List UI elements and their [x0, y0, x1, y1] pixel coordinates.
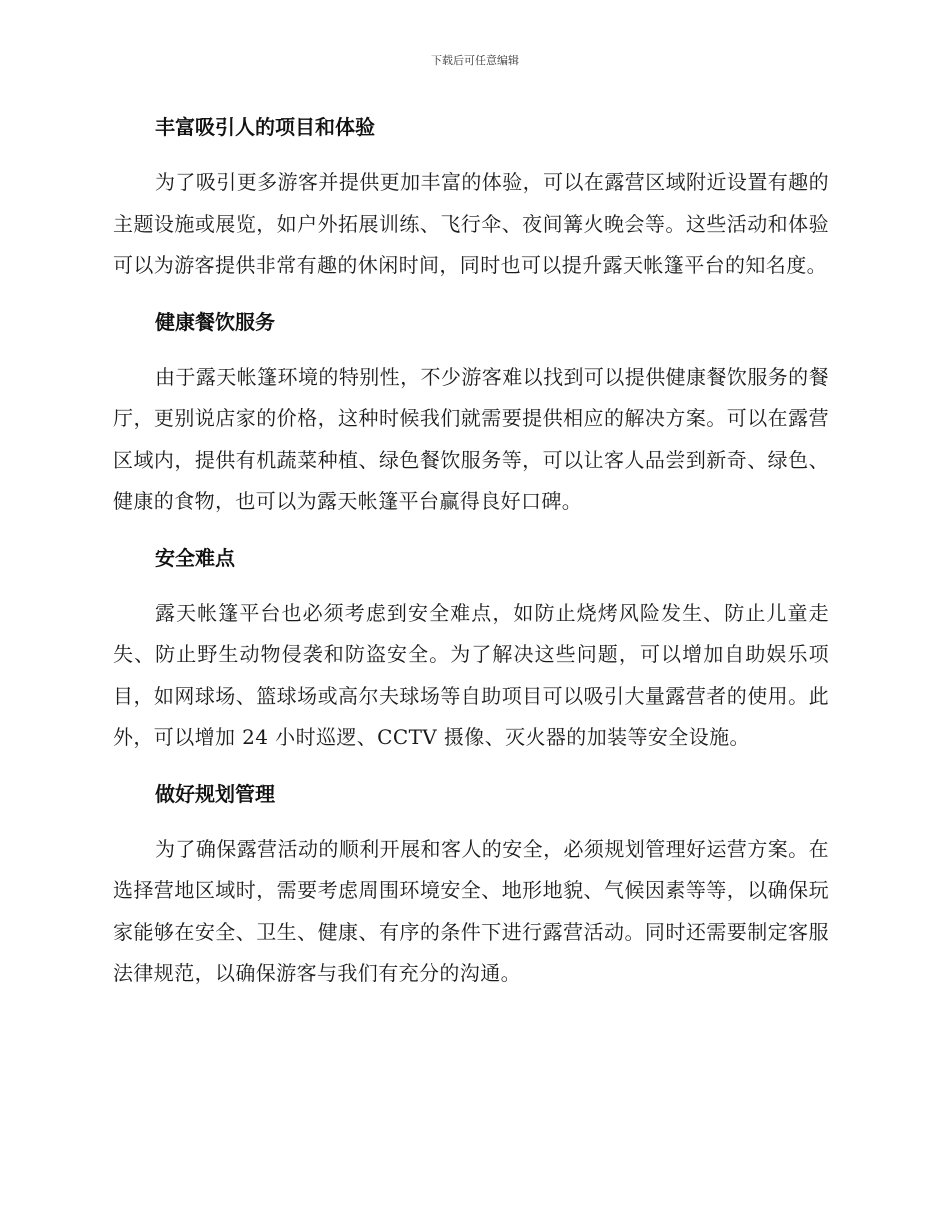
section-paragraph: 由于露天帐篷环境的特别性，不少游客难以找到可以提供健康餐饮服务的餐厅，更别说店家的价格，这种时候我们就需要提供相应的解决方案。可以在露营区域内，提供有机蔬菜种植、绿色餐饮服务等，可以让客人品尝到新奇、绿色、健康的食物，也可以为露天帐篷平台赢得良好口碑。	[113, 364, 829, 513]
section-heading: 健康餐饮服务	[155, 309, 275, 334]
section-dining	[113, 301, 829, 523]
section-heading: 做好规划管理	[155, 781, 275, 806]
section-safety	[113, 537, 829, 759]
section-paragraph: 为了确保露营活动的顺利开展和客人的安全，必须规划管理好运营方案。在选择营地区域时，需要考虑周围环境安全、地形地貌、气候因素等等，以确保玩家能够在安全、卫生、健康、有序的条件下进行露营活动。同时还需要制定客服法律规范，以确保游客与我们有充分的沟通。	[113, 836, 829, 985]
section-paragraph: 为了吸引更多游客并提供更加丰富的体验，可以在露营区域附近设置有趣的主题设施或展览，如户外拓展训练、飞行伞、夜间篝火晚会等。这些活动和体验可以为游客提供非常有趣的休闲时间，同时也可以提升露天帐篷平台的知名度。	[113, 170, 829, 277]
section-heading: 丰富吸引人的项目和体验	[155, 115, 375, 139]
section-planning	[113, 773, 829, 995]
section-heading: 安全难点	[155, 545, 235, 570]
page-header-note: 下载后可任意编辑	[431, 54, 519, 67]
section-paragraph: 露天帐篷平台也必须考虑到安全难点，如防止烧烤风险发生、防止儿童走失、防止野生动物侵袭和防盗安全。为了解决这些问题，可以增加自助娱乐项目，如网球场、篮球场或高尔夫球场等自助项目可以吸引大量露营者的使用。此外，可以增加 24 小时巡逻、CCTV 摄像、灭火器的加装等安全设施。	[113, 600, 829, 749]
section-attractions	[113, 106, 829, 287]
document-body	[113, 106, 829, 1009]
